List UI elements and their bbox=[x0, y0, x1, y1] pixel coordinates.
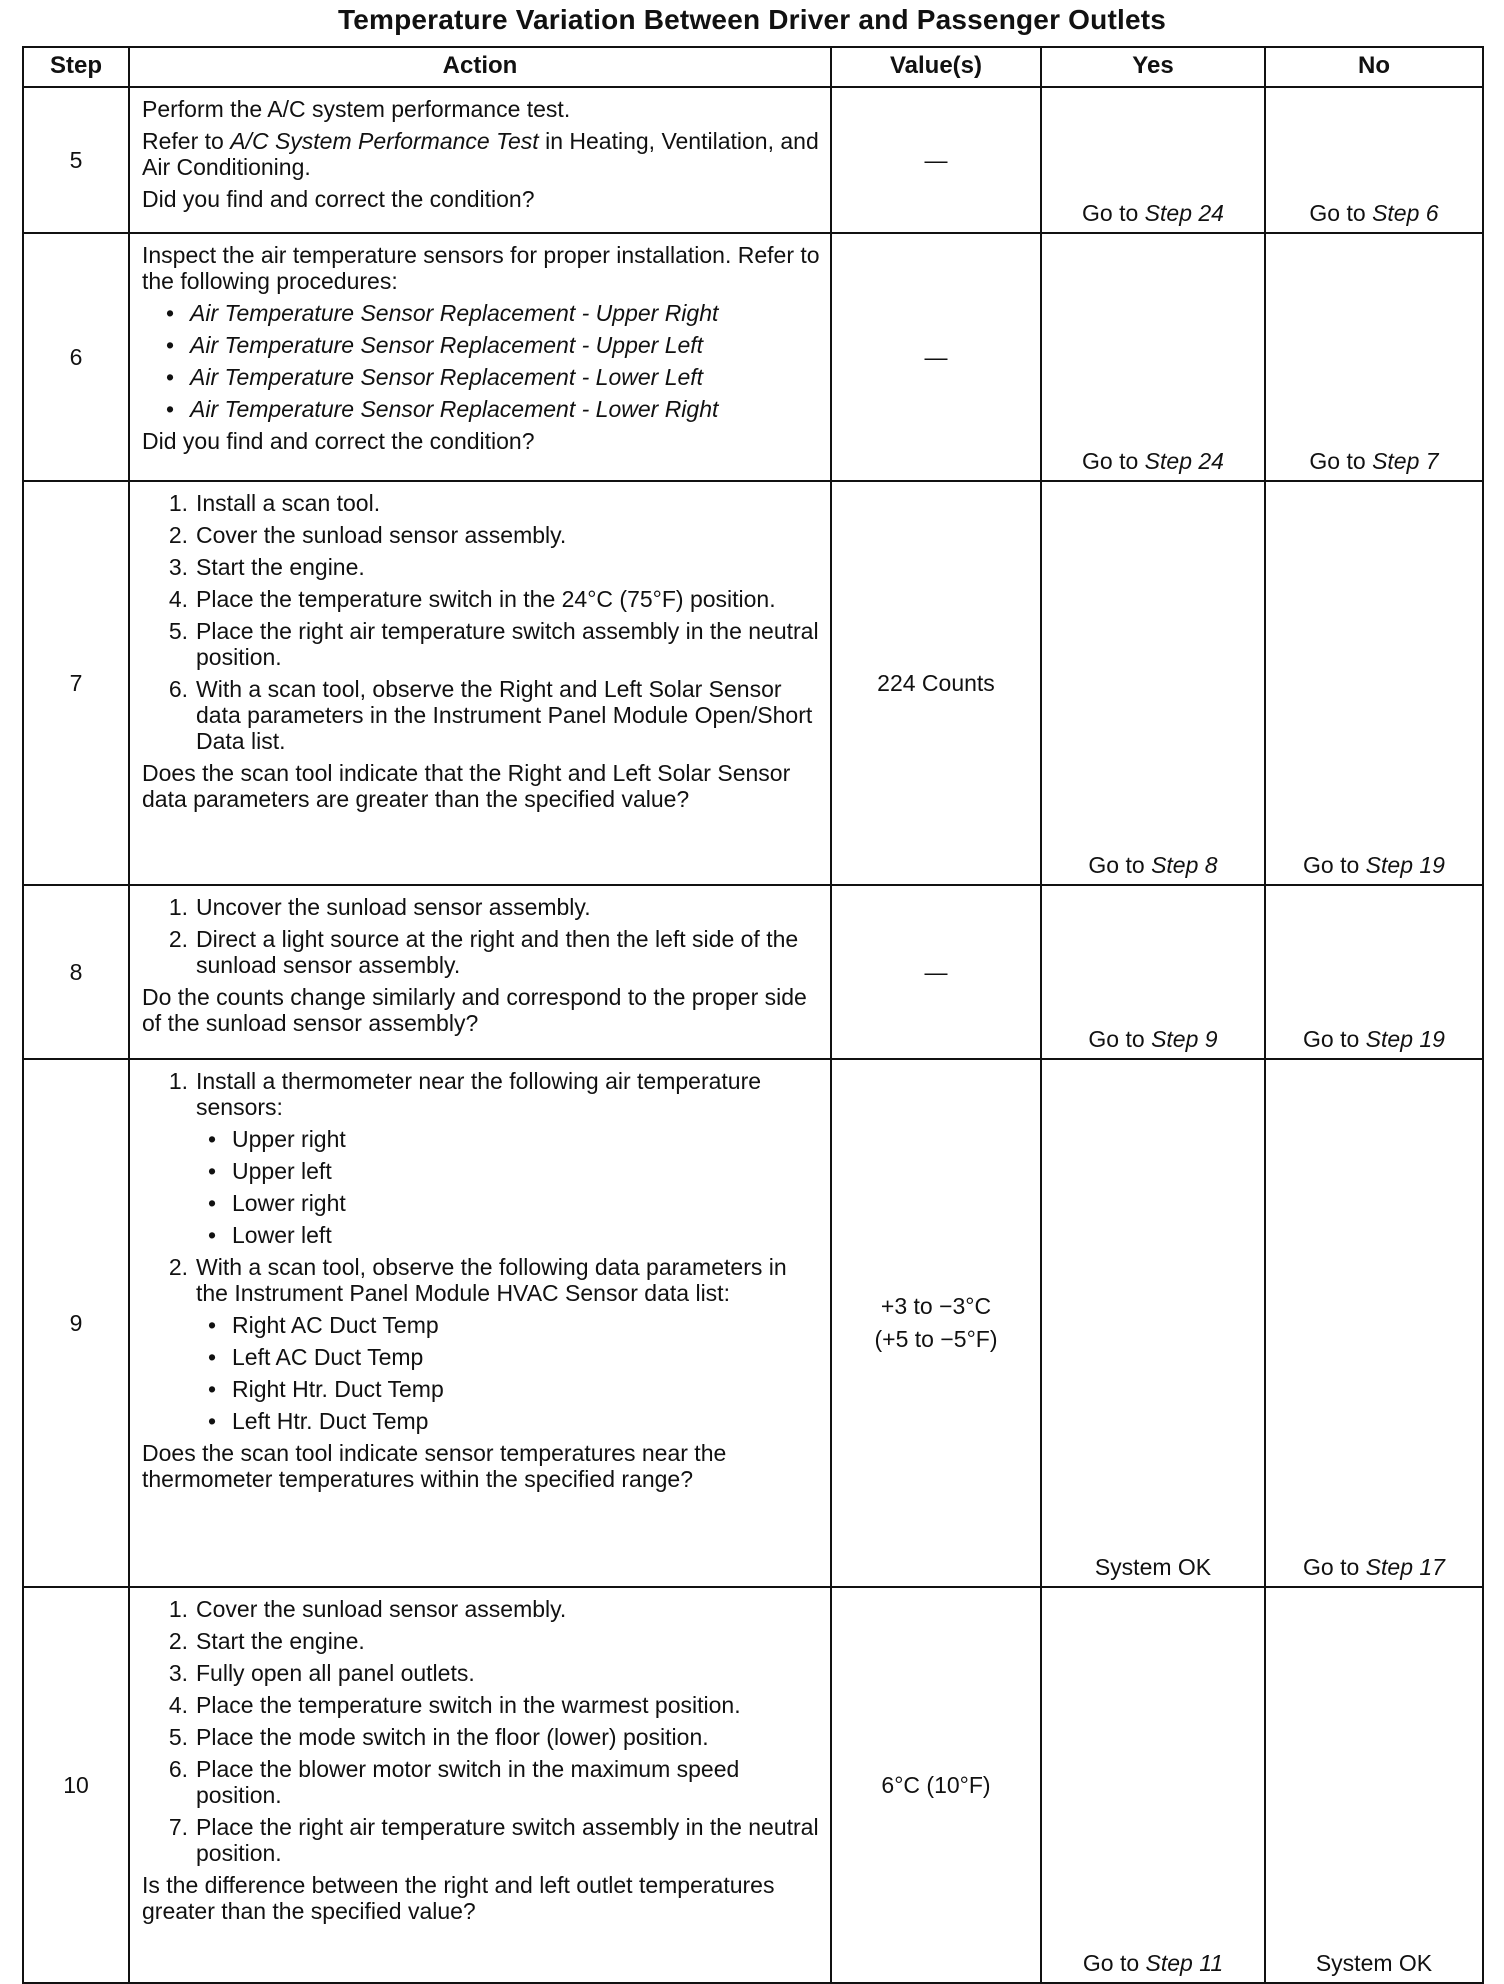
procedure-item[interactable]: • Air Temperature Sensor Replacement - Upper Right bbox=[164, 300, 820, 326]
yes-cell bbox=[1041, 481, 1265, 885]
yes-prefix: Go to bbox=[1082, 448, 1145, 474]
numbered-step bbox=[160, 1756, 820, 1808]
no-step-link[interactable]: Step 7 bbox=[1372, 448, 1439, 474]
no-cell bbox=[1265, 481, 1483, 885]
no-cell bbox=[1265, 87, 1483, 233]
action-question: Does the scan tool indicate sensor temperatures near the thermometer temperatures within the specified range? bbox=[142, 1440, 727, 1492]
table-row-step-5 bbox=[23, 87, 1483, 233]
table-row-step-8 bbox=[23, 885, 1483, 1059]
numbered-step bbox=[160, 522, 820, 548]
step-index: 2. bbox=[168, 926, 188, 952]
table-row-step-9 bbox=[23, 1059, 1483, 1587]
action-cell bbox=[129, 885, 831, 1059]
step-text: With a scan tool, observe the following data parameters in the Instrument Panel Module HVAC Sensor data list: bbox=[196, 1254, 787, 1306]
no-cell bbox=[1265, 1059, 1483, 1587]
step-text: Place the temperature switch in the 24°C (75°F) position. bbox=[196, 586, 776, 612]
step-index: 5. bbox=[168, 1724, 188, 1750]
yes-cell bbox=[1041, 885, 1265, 1059]
sensor-item: • Lower left bbox=[206, 1222, 820, 1248]
no-prefix: Go to bbox=[1309, 200, 1373, 226]
step-text: Place the right air temperature switch assembly in the neutral position. bbox=[196, 618, 819, 670]
numbered-step bbox=[160, 1628, 820, 1654]
step-index: 4. bbox=[168, 1692, 188, 1718]
numbered-step bbox=[160, 1692, 820, 1718]
action-cell bbox=[129, 1059, 831, 1587]
column-header-action: Action bbox=[129, 47, 831, 87]
action-cell bbox=[129, 481, 831, 885]
column-header-no: No bbox=[1265, 47, 1483, 87]
numbered-steps bbox=[142, 490, 820, 754]
step-index: 3. bbox=[168, 1660, 188, 1686]
no-prefix: Go to bbox=[1303, 1554, 1366, 1580]
action-question: Did you find and correct the condition? bbox=[142, 186, 535, 212]
step-text: Install a thermometer near the following air temperature sensors: bbox=[196, 1068, 762, 1120]
step-text: Place the mode switch in the floor (lower) position. bbox=[196, 1724, 709, 1750]
yes-step-link[interactable]: Step 24 bbox=[1144, 448, 1224, 474]
no-step-link[interactable]: Step 19 bbox=[1365, 852, 1445, 878]
step-text: Place the right air temperature switch assembly in the neutral position. bbox=[196, 1814, 819, 1866]
action-text: Perform the A/C system performance test. bbox=[142, 96, 571, 122]
yes-prefix: Go to bbox=[1088, 852, 1152, 878]
no-step-link[interactable]: Step 6 bbox=[1372, 200, 1439, 226]
action-cell bbox=[129, 1587, 831, 1983]
procedure-list bbox=[142, 300, 820, 422]
numbered-step bbox=[160, 926, 820, 978]
yes-cell bbox=[1041, 1587, 1265, 1983]
step-text: Place the temperature switch in the warmest position. bbox=[196, 1692, 741, 1718]
step-number: 7 bbox=[23, 481, 129, 885]
parameter-item: • Left AC Duct Temp bbox=[206, 1344, 820, 1370]
value-cell: 224 Counts bbox=[831, 481, 1041, 885]
procedure-item[interactable]: • Air Temperature Sensor Replacement - Upper Left bbox=[164, 332, 820, 358]
step-index: 1. bbox=[168, 894, 188, 920]
yes-step-link[interactable]: Step 11 bbox=[1145, 1950, 1224, 1976]
action-cell bbox=[129, 87, 831, 233]
table-row-step-7 bbox=[23, 481, 1483, 885]
step-index: 2. bbox=[168, 1628, 188, 1654]
parameter-item: • Right AC Duct Temp bbox=[206, 1312, 820, 1338]
numbered-step bbox=[160, 618, 820, 670]
action-cell bbox=[129, 233, 831, 481]
reference-title: A/C System Performance Test bbox=[230, 128, 539, 154]
yes-prefix: Go to bbox=[1082, 1950, 1146, 1976]
value-cell bbox=[831, 1059, 1041, 1587]
parameter-item: • Right Htr. Duct Temp bbox=[206, 1376, 820, 1402]
value-cell: — bbox=[831, 233, 1041, 481]
step-text: Start the engine. bbox=[196, 554, 365, 580]
no-prefix: Go to bbox=[1303, 1026, 1366, 1052]
procedure-item[interactable]: • Air Temperature Sensor Replacement - Lower Right bbox=[164, 396, 820, 422]
sensor-item: • Upper right bbox=[206, 1126, 820, 1152]
parameter-item: • Left Htr. Duct Temp bbox=[206, 1408, 820, 1434]
procedure-item[interactable]: • Air Temperature Sensor Replacement - Lower Left bbox=[164, 364, 820, 390]
numbered-steps bbox=[142, 1068, 820, 1434]
step-text: Place the blower motor switch in the maximum speed position. bbox=[196, 1756, 740, 1808]
step-text: Uncover the sunload sensor assembly. bbox=[196, 894, 591, 920]
step-index: 1. bbox=[168, 1068, 188, 1094]
step-index: 2. bbox=[168, 522, 188, 548]
step-index: 1. bbox=[168, 1596, 188, 1622]
action-question: Does the scan tool indicate that the Right and Left Solar Sensor data parameters are greater than the specified value? bbox=[142, 760, 791, 812]
table-row-step-10 bbox=[23, 1587, 1483, 1983]
column-header-step: Step bbox=[23, 47, 129, 87]
step-index: 1. bbox=[168, 490, 188, 516]
yes-prefix: System OK bbox=[1094, 1554, 1212, 1580]
yes-step-link[interactable]: Step 9 bbox=[1151, 1026, 1218, 1052]
step-index: 5. bbox=[168, 618, 188, 644]
step-number: 5 bbox=[23, 87, 129, 233]
reference-suffix: in Heating, Ventilation, and Air Conditioning. bbox=[142, 128, 819, 180]
numbered-step bbox=[160, 490, 820, 516]
yes-prefix: Go to bbox=[1082, 200, 1145, 226]
action-reference bbox=[142, 128, 820, 180]
numbered-step bbox=[160, 554, 820, 580]
no-cell bbox=[1265, 1587, 1483, 1983]
step-number: 10 bbox=[23, 1587, 129, 1983]
step-text: With a scan tool, observe the Right and Left Solar Sensor data parameters in the Instrument Panel Module Open/Short Data list. bbox=[196, 676, 813, 754]
no-step-link[interactable]: Step 17 bbox=[1365, 1554, 1445, 1580]
step-index: 6. bbox=[168, 676, 188, 702]
table-title: Temperature Variation Between Driver and Passenger Outlets bbox=[337, 4, 1167, 35]
step-number: 6 bbox=[23, 233, 129, 481]
step-text: Install a scan tool. bbox=[196, 490, 381, 516]
numbered-step bbox=[160, 894, 820, 920]
yes-prefix: Go to bbox=[1088, 1026, 1152, 1052]
step-text: Cover the sunload sensor assembly. bbox=[196, 522, 567, 548]
step-text: Fully open all panel outlets. bbox=[196, 1660, 475, 1686]
sensor-item: • Lower right bbox=[206, 1190, 820, 1216]
column-header-values: Value(s) bbox=[831, 47, 1041, 87]
step-index: 6. bbox=[168, 1756, 188, 1782]
diagnostic-table bbox=[22, 46, 1484, 1984]
action-text: Inspect the air temperature sensors for proper installation. Refer to the following procedures: bbox=[142, 242, 820, 294]
numbered-step bbox=[160, 676, 820, 754]
sensor-list bbox=[196, 1126, 820, 1248]
value-fahrenheit: (+5 to −5°F) bbox=[874, 1326, 998, 1352]
value-cell: — bbox=[831, 87, 1041, 233]
value-cell: 6°C (10°F) bbox=[831, 1587, 1041, 1983]
numbered-steps bbox=[142, 894, 820, 978]
no-prefix: System OK bbox=[1315, 1950, 1433, 1976]
sensor-item: • Upper left bbox=[206, 1158, 820, 1184]
reference-prefix: Refer to bbox=[142, 128, 231, 154]
numbered-step bbox=[160, 1068, 820, 1248]
yes-step-link[interactable]: Step 8 bbox=[1151, 852, 1218, 878]
no-cell bbox=[1265, 233, 1483, 481]
step-text: Start the engine. bbox=[196, 1628, 365, 1654]
yes-step-link[interactable]: Step 24 bbox=[1144, 200, 1224, 226]
step-text: Direct a light source at the right and then the left side of the sunload sensor assembly. bbox=[196, 926, 799, 978]
value-celsius: +3 to −3°C bbox=[880, 1293, 992, 1319]
numbered-steps bbox=[142, 1596, 820, 1866]
yes-cell bbox=[1041, 1059, 1265, 1587]
no-step-link[interactable]: Step 19 bbox=[1365, 1026, 1445, 1052]
numbered-step bbox=[160, 1596, 820, 1622]
no-prefix: Go to bbox=[1303, 852, 1366, 878]
no-cell bbox=[1265, 885, 1483, 1059]
no-prefix: Go to bbox=[1309, 448, 1373, 474]
numbered-step bbox=[160, 1724, 820, 1750]
step-index: 4. bbox=[168, 586, 188, 612]
action-question: Do the counts change similarly and correspond to the proper side of the sunload sensor assembly? bbox=[142, 984, 807, 1036]
numbered-step bbox=[160, 586, 820, 612]
step-index: 2. bbox=[168, 1254, 188, 1280]
table-header-row bbox=[23, 47, 1483, 87]
action-question: Did you find and correct the condition? bbox=[142, 428, 535, 454]
value-cell: — bbox=[831, 885, 1041, 1059]
step-number: 9 bbox=[23, 1059, 129, 1587]
diagnostic-page bbox=[22, 0, 1482, 1984]
action-question: Is the difference between the right and left outlet temperatures greater than the specified value? bbox=[142, 1872, 775, 1924]
numbered-step bbox=[160, 1814, 820, 1866]
step-index: 7. bbox=[168, 1814, 188, 1840]
step-text: Cover the sunload sensor assembly. bbox=[196, 1596, 567, 1622]
parameter-list bbox=[196, 1312, 820, 1434]
yes-cell bbox=[1041, 87, 1265, 233]
numbered-step bbox=[160, 1254, 820, 1434]
step-index: 3. bbox=[168, 554, 188, 580]
numbered-step bbox=[160, 1660, 820, 1686]
table-row-step-6 bbox=[23, 233, 1483, 481]
column-header-yes: Yes bbox=[1041, 47, 1265, 87]
step-number: 8 bbox=[23, 885, 129, 1059]
yes-cell bbox=[1041, 233, 1265, 481]
